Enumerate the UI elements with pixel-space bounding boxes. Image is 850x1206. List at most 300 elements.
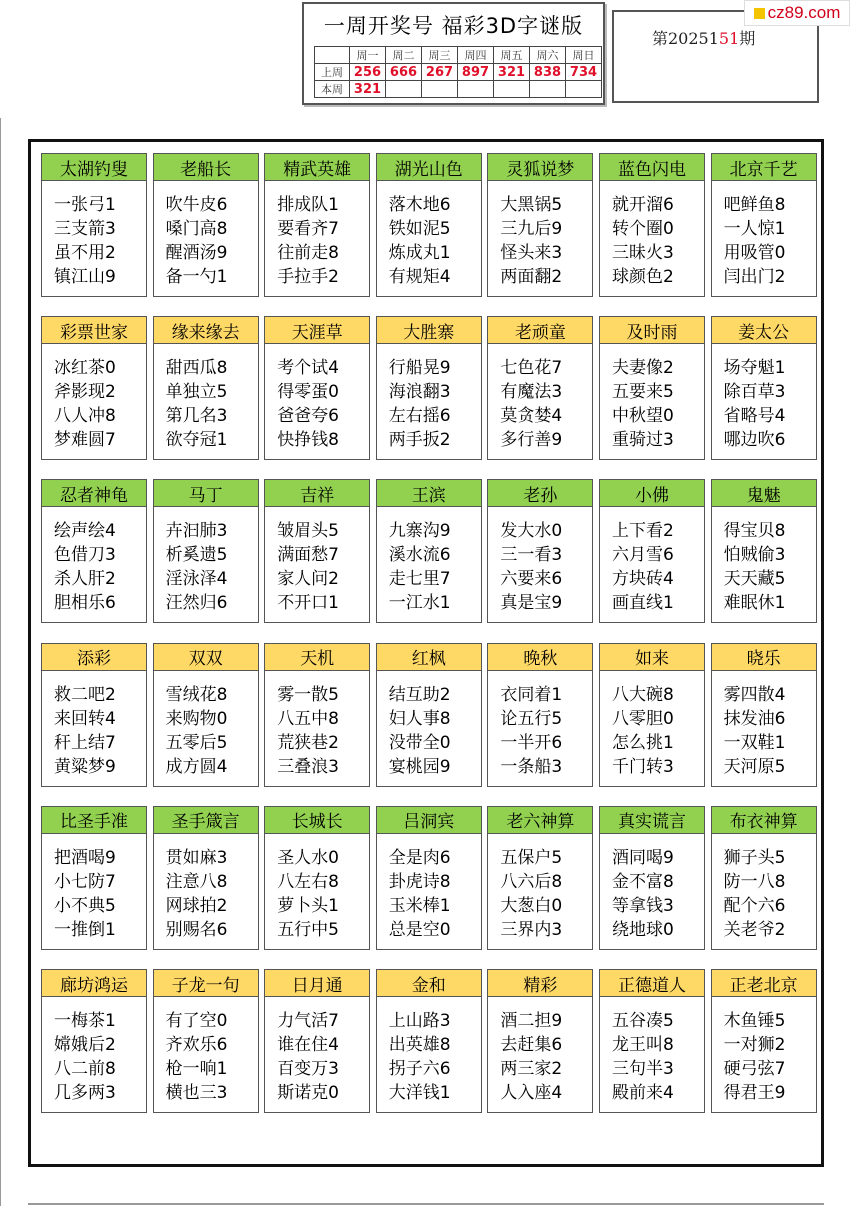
page-title: 一周开奖号 福彩3D字谜版 — [323, 14, 584, 38]
card-author: 老顽童 — [487, 316, 593, 344]
riddle-line: 秆上结7 — [54, 732, 116, 753]
riddle-line: 全是肉6 — [388, 847, 451, 868]
riddle-line: 七色花7 — [500, 358, 563, 379]
riddle-line: 贯如麻3 — [165, 847, 228, 868]
riddle-card — [153, 153, 259, 297]
card-riddles — [376, 834, 482, 950]
card-riddles — [711, 671, 817, 787]
days-row — [315, 47, 602, 64]
riddle-line: 有了空0 — [165, 1011, 228, 1031]
riddle-line: 落木地6 — [388, 195, 451, 215]
bottom-divider — [28, 1203, 824, 1205]
riddle-line: 结互助2 — [388, 684, 451, 705]
riddle-line: 一半开6 — [500, 732, 563, 753]
card-riddles — [599, 997, 705, 1113]
site-logo[interactable] — [744, 0, 850, 26]
riddle-line: 一条船3 — [500, 756, 563, 777]
card-author: 廊坊鸿运 — [41, 969, 147, 997]
card-riddles — [264, 507, 370, 623]
riddle-line: 上下看2 — [612, 521, 674, 542]
card-author: 太湖钓叟 — [41, 153, 147, 181]
riddle-line: 一江水1 — [388, 593, 451, 614]
riddle-line: 妇人事8 — [388, 708, 451, 729]
riddle-line: 炼成丸1 — [388, 243, 451, 263]
card-author: 彩票世家 — [41, 316, 147, 344]
card-author: 如来 — [599, 643, 705, 671]
riddle-line: 怕贼偷3 — [723, 545, 786, 566]
weekly-results-panel — [302, 2, 605, 105]
riddle-card — [487, 316, 593, 460]
card-author: 老六神算 — [487, 806, 593, 834]
riddle-line: 三一看3 — [500, 545, 563, 566]
riddle-line: 大葱白0 — [500, 895, 563, 916]
riddle-line: 单独立5 — [165, 382, 228, 403]
riddle-line: 嗓门高8 — [165, 219, 228, 239]
card-riddles — [599, 181, 705, 297]
riddle-line: 手拉手2 — [277, 267, 340, 287]
card-riddles — [264, 671, 370, 787]
riddle-line: 一推倒1 — [54, 919, 116, 940]
riddle-line: 抹发油6 — [723, 708, 786, 729]
riddle-line: 硬弓弦7 — [723, 1059, 786, 1079]
riddle-card — [41, 316, 147, 460]
riddle-line: 大黑锅5 — [500, 195, 563, 215]
riddle-line: 真是宝9 — [500, 593, 563, 614]
riddle-line: 重骑过3 — [612, 430, 674, 451]
riddle-line: 行船晃9 — [388, 358, 451, 379]
result-number: 666 — [386, 64, 422, 81]
result-number: 838 — [530, 64, 566, 81]
result-number — [530, 81, 566, 98]
riddle-line: 得零蛋0 — [277, 382, 340, 403]
riddle-line: 考个试4 — [277, 358, 340, 379]
card-riddles — [264, 344, 370, 460]
card-riddles — [599, 507, 705, 623]
riddle-grid — [41, 153, 817, 1133]
riddle-line: 来购物0 — [165, 708, 228, 729]
riddle-card — [41, 479, 147, 623]
riddle-line: 天天藏5 — [723, 569, 786, 590]
card-riddles — [264, 997, 370, 1113]
last-week-row — [315, 64, 602, 81]
riddle-line: 没带全0 — [388, 732, 451, 753]
riddle-line: 吧鲜鱼8 — [723, 195, 786, 215]
riddle-card — [41, 153, 147, 297]
riddle-line: 发大水0 — [500, 521, 563, 542]
riddle-line: 雾一散5 — [277, 684, 340, 705]
riddle-line: 备一勺1 — [165, 267, 228, 287]
riddle-line: 出英雄8 — [388, 1035, 451, 1055]
card-author: 精彩 — [487, 969, 593, 997]
riddle-line: 六月雪6 — [612, 545, 674, 566]
result-number — [494, 81, 530, 98]
riddle-line: 木鱼锤5 — [723, 1011, 786, 1031]
riddle-card — [487, 153, 593, 297]
riddle-line: 有规矩4 — [388, 267, 451, 287]
card-riddles — [264, 834, 370, 950]
card-riddles — [376, 671, 482, 787]
riddle-card — [153, 643, 259, 787]
riddle-line: 溪水流6 — [388, 545, 451, 566]
issue-highlight: 51 — [718, 29, 740, 48]
last-week-label: 上周 — [315, 64, 350, 81]
card-riddles — [264, 181, 370, 297]
riddle-line: 析奚遗5 — [165, 545, 228, 566]
riddle-line: 梦难圆7 — [54, 430, 116, 451]
result-number: 734 — [566, 64, 602, 81]
riddle-line: 用吸管0 — [723, 243, 786, 263]
card-riddles — [599, 834, 705, 950]
day-header: 周五 — [494, 47, 530, 64]
riddle-card — [711, 643, 817, 787]
riddle-line: 球颜色2 — [612, 267, 674, 287]
riddle-card — [711, 153, 817, 297]
day-header: 周二 — [386, 47, 422, 64]
riddle-line: 配个六6 — [723, 895, 786, 916]
day-header: 周四 — [458, 47, 494, 64]
riddle-line: 不开口1 — [277, 593, 340, 614]
riddle-card — [487, 969, 593, 1113]
riddle-line: 斯诺克0 — [277, 1083, 340, 1103]
card-riddles — [41, 344, 147, 460]
riddle-line: 怪头来3 — [500, 243, 563, 263]
riddle-line: 杀人肝2 — [54, 569, 116, 590]
day-header: 周日 — [566, 47, 602, 64]
riddle-card — [599, 316, 705, 460]
card-author: 马丁 — [153, 479, 259, 507]
riddle-line: 嫦娥后2 — [54, 1035, 116, 1055]
riddle-card — [41, 969, 147, 1113]
card-riddles — [41, 834, 147, 950]
riddle-line: 力气活7 — [277, 1011, 340, 1031]
riddle-card — [153, 969, 259, 1113]
riddle-line: 横也三3 — [165, 1083, 228, 1103]
result-number — [458, 81, 494, 98]
riddle-line: 几多两3 — [54, 1083, 116, 1103]
this-week-label: 本周 — [315, 81, 350, 98]
card-riddles — [487, 344, 593, 460]
riddle-line: 论五行5 — [500, 708, 563, 729]
riddle-line: 要看齐7 — [277, 219, 340, 239]
riddle-card — [41, 806, 147, 950]
riddle-card — [264, 479, 370, 623]
riddle-line: 千门转3 — [612, 756, 674, 777]
riddle-line: 绘声绘4 — [54, 521, 116, 542]
riddle-line: 甜西瓜8 — [165, 358, 228, 379]
riddle-line: 八零胆0 — [612, 708, 674, 729]
riddle-card — [711, 316, 817, 460]
riddle-card — [264, 643, 370, 787]
riddle-line: 等拿钱3 — [612, 895, 674, 916]
card-riddles — [153, 344, 259, 460]
riddle-line: 难眠休1 — [723, 593, 786, 614]
riddle-line: 两手扳2 — [388, 430, 451, 451]
card-author: 姜太公 — [711, 316, 817, 344]
card-riddles — [487, 181, 593, 297]
result-number — [422, 81, 458, 98]
riddle-card — [153, 479, 259, 623]
riddle-line: 三昧火3 — [612, 243, 674, 263]
card-author: 晚秋 — [487, 643, 593, 671]
riddle-line: 萝卜头1 — [277, 895, 340, 916]
riddle-line: 五零后5 — [165, 732, 228, 753]
riddle-card — [153, 316, 259, 460]
card-author: 红枫 — [376, 643, 482, 671]
card-author: 老船长 — [153, 153, 259, 181]
riddle-line: 百变万3 — [277, 1059, 340, 1079]
riddle-line: 铁如泥5 — [388, 219, 451, 239]
riddle-line: 注意八8 — [165, 871, 228, 892]
riddle-line: 多行善9 — [500, 430, 563, 451]
riddle-line: 汪然归6 — [165, 593, 228, 614]
card-riddles — [711, 507, 817, 623]
card-riddles — [41, 181, 147, 297]
card-riddles — [153, 507, 259, 623]
riddle-card — [376, 316, 482, 460]
riddle-line: 走七里7 — [388, 569, 451, 590]
square-icon — [754, 8, 765, 19]
riddle-card — [264, 969, 370, 1113]
result-number: 267 — [422, 64, 458, 81]
card-riddles — [153, 181, 259, 297]
riddle-line: 场夺魁1 — [723, 358, 786, 379]
riddle-line: 大洋钱1 — [388, 1083, 451, 1103]
riddle-line: 一对狮2 — [723, 1035, 786, 1055]
riddle-line: 转个圈0 — [612, 219, 674, 239]
riddle-line: 五谷凑5 — [612, 1011, 674, 1031]
riddle-card — [487, 479, 593, 623]
riddle-line: 第几名3 — [165, 406, 228, 427]
card-riddles — [711, 181, 817, 297]
card-author: 比圣手准 — [41, 806, 147, 834]
riddle-card — [599, 479, 705, 623]
riddle-line: 别赐名6 — [165, 919, 228, 940]
riddle-card — [599, 643, 705, 787]
riddle-card — [264, 806, 370, 950]
riddle-line: 狮子头5 — [723, 847, 786, 868]
riddle-line: 九寨沟9 — [388, 521, 451, 542]
riddle-line: 五要来5 — [612, 382, 674, 403]
riddle-line: 救二吧2 — [54, 684, 116, 705]
card-author: 蓝色闪电 — [599, 153, 705, 181]
riddle-line: 淫泳泽4 — [165, 569, 228, 590]
card-riddles — [711, 997, 817, 1113]
card-author: 老孙 — [487, 479, 593, 507]
card-riddles — [153, 997, 259, 1113]
card-author: 正老北京 — [711, 969, 817, 997]
riddle-line: 玉米棒1 — [388, 895, 451, 916]
riddle-line: 家人问2 — [277, 569, 340, 590]
riddle-line: 防一八8 — [723, 871, 786, 892]
riddle-line: 方块砖4 — [612, 569, 674, 590]
issue-number — [652, 26, 755, 49]
card-riddles — [599, 671, 705, 787]
result-number: 897 — [458, 64, 494, 81]
riddle-line: 一梅茶1 — [54, 1011, 116, 1031]
riddle-line: 枪一响1 — [165, 1059, 228, 1079]
card-author: 双双 — [153, 643, 259, 671]
card-riddles — [487, 507, 593, 623]
riddle-line: 画直线1 — [612, 593, 674, 614]
riddle-line: 三支箭3 — [54, 219, 116, 239]
riddle-card — [376, 806, 482, 950]
card-author: 北京千艺 — [711, 153, 817, 181]
riddle-line: 闫出门2 — [723, 267, 786, 287]
riddle-card — [376, 479, 482, 623]
card-riddles — [153, 834, 259, 950]
card-author: 湖光山色 — [376, 153, 482, 181]
card-riddles — [487, 997, 593, 1113]
card-author: 大胜寨 — [376, 316, 482, 344]
riddle-line: 卉汩肺3 — [165, 521, 228, 542]
riddle-card — [264, 153, 370, 297]
riddle-line: 怎么挑1 — [612, 732, 674, 753]
riddle-line: 成方圆4 — [165, 756, 228, 777]
riddle-line: 上山路3 — [388, 1011, 451, 1031]
card-author: 圣手箴言 — [153, 806, 259, 834]
riddle-line: 把酒喝9 — [54, 847, 116, 868]
riddle-line: 八左右8 — [277, 871, 340, 892]
riddle-line: 酒二担9 — [500, 1011, 563, 1031]
card-riddles — [376, 344, 482, 460]
card-riddles — [599, 344, 705, 460]
card-author: 晓乐 — [711, 643, 817, 671]
card-author: 忍者神龟 — [41, 479, 147, 507]
riddle-line: 八人冲8 — [54, 406, 116, 427]
riddle-line: 酒同喝9 — [612, 847, 674, 868]
riddle-line: 皱眉头5 — [277, 521, 340, 542]
riddle-line: 龙王叫8 — [612, 1035, 674, 1055]
card-author: 日月通 — [264, 969, 370, 997]
riddle-line: 三九后9 — [500, 219, 563, 239]
riddle-line: 冰红茶0 — [54, 358, 116, 379]
riddle-line: 得君王9 — [723, 1083, 786, 1103]
card-riddles — [41, 671, 147, 787]
card-author: 布衣神算 — [711, 806, 817, 834]
card-author: 真实谎言 — [599, 806, 705, 834]
riddle-line: 卦虎诗8 — [388, 871, 451, 892]
card-author: 鬼魅 — [711, 479, 817, 507]
riddle-line: 一张弓1 — [54, 195, 116, 215]
card-author: 正德道人 — [599, 969, 705, 997]
riddle-card — [711, 479, 817, 623]
card-riddles — [376, 507, 482, 623]
card-author: 长城长 — [264, 806, 370, 834]
riddle-card — [376, 153, 482, 297]
riddle-line: 色借刀3 — [54, 545, 116, 566]
riddle-card — [599, 969, 705, 1113]
card-riddles — [711, 344, 817, 460]
issue-suffix: 期 — [739, 29, 756, 48]
riddle-line: 圣人水0 — [277, 847, 340, 868]
riddle-card — [487, 806, 593, 950]
result-number — [566, 81, 602, 98]
riddle-line: 就开溜6 — [612, 195, 674, 215]
riddle-line: 三界内3 — [500, 919, 563, 940]
riddle-line: 小不典5 — [54, 895, 116, 916]
riddle-line: 金不富8 — [612, 871, 674, 892]
riddle-line: 排成队1 — [277, 195, 340, 215]
riddle-line: 八六后8 — [500, 871, 563, 892]
riddle-line: 镇江山9 — [54, 267, 116, 287]
riddle-card — [599, 806, 705, 950]
result-number: 321 — [494, 64, 530, 81]
riddle-card — [153, 806, 259, 950]
card-author: 吉祥 — [264, 479, 370, 507]
riddle-line: 左右摇6 — [388, 406, 451, 427]
riddle-card — [376, 643, 482, 787]
riddle-line: 除百草3 — [723, 382, 786, 403]
card-author: 灵狐说梦 — [487, 153, 593, 181]
riddle-line: 莫贪婪4 — [500, 406, 563, 427]
card-author: 添彩 — [41, 643, 147, 671]
riddle-line: 吹牛皮6 — [165, 195, 228, 215]
riddle-line: 八大碗8 — [612, 684, 674, 705]
card-author: 及时雨 — [599, 316, 705, 344]
result-number: 321 — [350, 81, 386, 98]
riddle-line: 五行中5 — [277, 919, 340, 940]
riddle-line: 爸爸夸6 — [277, 406, 340, 427]
logo-text: cz89.com — [767, 3, 841, 22]
riddle-line: 欲夺冠1 — [165, 430, 228, 451]
riddle-line: 省略号4 — [723, 406, 786, 427]
riddle-line: 雪绒花8 — [165, 684, 228, 705]
riddle-line: 绕地球0 — [612, 919, 674, 940]
this-week-row — [315, 81, 602, 98]
card-author: 小佛 — [599, 479, 705, 507]
card-riddles — [711, 834, 817, 950]
riddle-line: 一双鞋1 — [723, 732, 786, 753]
card-author: 吕洞宾 — [376, 806, 482, 834]
card-author: 天机 — [264, 643, 370, 671]
riddle-line: 中秋望0 — [612, 406, 674, 427]
riddle-line: 哪边吹6 — [723, 430, 786, 451]
day-header: 周一 — [350, 47, 386, 64]
result-number: 256 — [350, 64, 386, 81]
card-author: 缘来缘去 — [153, 316, 259, 344]
riddle-line: 夫妻像2 — [612, 358, 674, 379]
card-riddles — [376, 997, 482, 1113]
riddle-line: 快挣钱8 — [277, 430, 340, 451]
riddle-line: 去赶集6 — [500, 1035, 563, 1055]
day-header: 周三 — [422, 47, 458, 64]
card-riddles — [41, 997, 147, 1113]
riddle-line: 往前走8 — [277, 243, 340, 263]
riddle-line: 雾四散4 — [723, 684, 786, 705]
riddle-line: 满面愁7 — [277, 545, 340, 566]
card-author: 子龙一句 — [153, 969, 259, 997]
riddle-line: 网球拍2 — [165, 895, 228, 916]
riddle-line: 八五中8 — [277, 708, 340, 729]
card-author: 金和 — [376, 969, 482, 997]
riddle-line: 小七防7 — [54, 871, 116, 892]
riddle-card — [264, 316, 370, 460]
riddle-line: 斧影现2 — [54, 382, 116, 403]
card-author: 王滨 — [376, 479, 482, 507]
riddle-line: 人入座4 — [500, 1083, 563, 1103]
riddle-line: 殿前来4 — [612, 1083, 674, 1103]
riddle-line: 虽不用2 — [54, 243, 116, 263]
corner-cell — [315, 47, 350, 64]
riddle-line: 醒酒汤9 — [165, 243, 228, 263]
riddle-line: 黄粱梦9 — [54, 756, 116, 777]
riddle-line: 海浪翻3 — [388, 382, 451, 403]
riddle-line: 八二前8 — [54, 1059, 116, 1079]
riddle-card — [711, 806, 817, 950]
page-edge-line — [0, 118, 1, 1206]
riddle-line: 来回转4 — [54, 708, 116, 729]
riddle-card — [711, 969, 817, 1113]
